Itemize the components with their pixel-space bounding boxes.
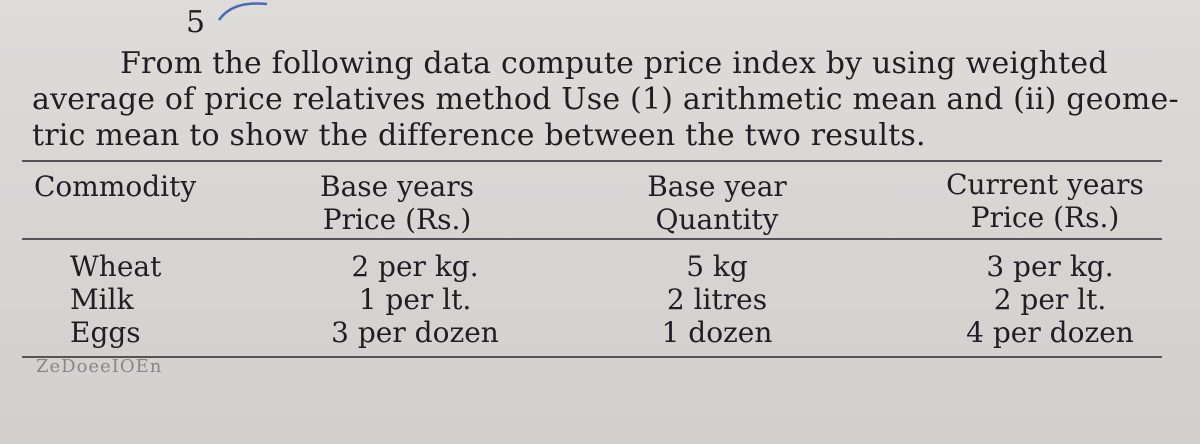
header-commodity: Commodity <box>34 170 197 203</box>
table-cell: 1 per lt. <box>358 283 472 316</box>
question-line-1: From the following data compute price index by using weighted <box>120 46 1108 81</box>
table-header-rule <box>22 238 1162 240</box>
table-cell: Milk <box>70 283 134 316</box>
table-top-rule <box>22 160 1162 162</box>
question-text <box>32 46 1179 154</box>
header-base-quantity: Base year Quantity <box>647 170 787 236</box>
table-cell: 2 per lt. <box>993 283 1107 316</box>
table-cell: 2 per kg. <box>351 250 479 283</box>
table-cell: 4 per dozen <box>966 316 1134 349</box>
table-bottom-rule <box>22 356 1162 358</box>
table-cell: 3 per kg. <box>986 250 1114 283</box>
bleed-through-text: ZeDoeeIOEn <box>36 356 163 377</box>
table-cell: Eggs <box>70 316 141 349</box>
question-number: 5 <box>186 5 206 40</box>
table-cell: Wheat <box>70 250 162 283</box>
question-line-3: tric mean to show the difference between the two results. <box>32 118 926 153</box>
pen-mark-icon <box>215 0 275 24</box>
header-current-price: Current years Price (Rs.) <box>946 168 1144 234</box>
table-cell: 3 per dozen <box>331 316 499 349</box>
header-base-price: Base years Price (Rs.) <box>320 170 474 236</box>
table-cell: 2 litres <box>666 283 768 316</box>
question-line-2: average of price relatives method Use (1) arithmetic mean and (ii) geome- <box>32 82 1179 117</box>
table-cell: 5 kg <box>686 250 748 283</box>
table-cell: 1 dozen <box>661 316 773 349</box>
